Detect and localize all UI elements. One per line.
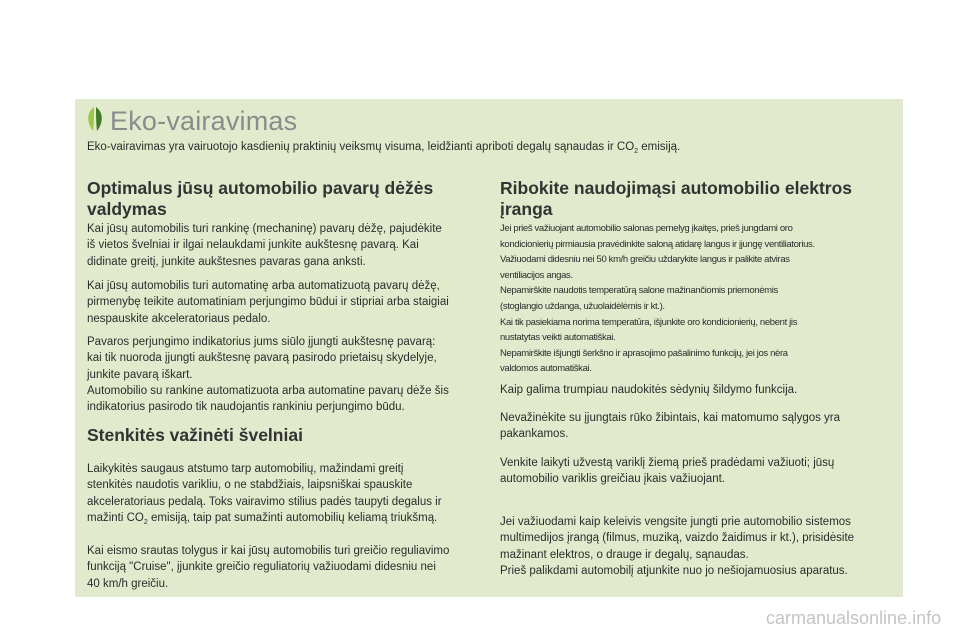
paragraph-shift-indicator: Pavaros perjungimo indikatorius jums siūlo įjungti aukštesnę pavarą: kai tik nuoroda įjungti aukštesnę pavarą pasirodo prietaisų skydelyje, junkite pavarą iškart. Automobilio su rankine automatizuota arba automatine pavarų dėže šis indikatorius pasirodo tik naudojantis rankiniu perjungimo būdu. [87,336,449,414]
heading-electrical-equipment: Ribokite naudojimąsi automobilio elektros įranga [500,178,852,219]
page-title: Eko-vairavimas [110,106,298,136]
watermark-text: carmanualsonline.info [766,608,942,628]
heading-smooth-driving: Stenkitės važinėti švelniai [87,425,303,445]
leaf-icon [84,106,106,132]
heading-gearbox: Optimalus jūsų automobilio pavarų dėžės valdymas [87,178,434,219]
paragraph-cruise-control: Kai eismo srautas tolygus ir kai jūsų automobilis turi greičio reguliavimo funkciją "Cruise", įjunkite greičio reguliatorių važiuodami didesniu nei 40 km/h greičiu. [87,545,450,590]
paragraph-air-conditioning: Jei prieš važiuojant automobilio salonas pernelyg įkaitęs, prieš jungdami oro kondicionierių pirmiausia pravėdinkite saloną atidarę langus ir įjungę ventiliatorius. Važiuodami didesniu nei 50 km/h greičiu uždarykite langus ir palikite atviras ventiliacijos angas. Nepamirškite naudotis temperatūrą salone mažinančiomis priemonėmis (stoglangio uždanga, užuolaidėlėmis ir kt.). Kai tik pasiekiama norima temperatūra, išjunkite oro kondicionierių, nebent jis nustatytas veikti automatiškai. Nepamirškite išjungti šerkšno ir aprasojimo pašalinimo funkcijų, jei jos nėra valdomos automatiškai. [500,223,815,375]
paragraph-fog-lights: Nevažinėkite su įjungtais rūko žibintais, kai matomumo sąlygos yra pakankamos. [500,412,841,441]
paragraph-multimedia: Jei važiuodami kaip keleivis vengsite jungti prie automobilio sistemos multimedijos įrangą (filmus, muziką, vaizdo žaidimus ir kt.), prisidėsite mažinant elektros, o drauge ir degalų, sąnaudas. Prieš palikdami automobilį atjunkite nuo jo nešiojamuosius aparatus. [500,516,855,577]
paragraph-safe-distance: Laikykitės saugaus atstumo tarp automobilių, mažindami greitį stenkitės naudotis varikliu, o ne stabdžiais, laipsniškai spauskite akceleratoriaus pedalą. Toks vairavimo stilius padės taupyti degalus ir mažinti $CO_2$ emisiją, taip pat sumažinti automobilių keliamą triukšmą. [87,463,442,526]
paragraph-automatic-gearbox: Kai jūsų automobilis turi automatinę arba automatizuotą pavarų dėžę, pirmenybę teikite automatiniam perjungimo būdui ir stipriai arba staigiai nespauskite akceleratoriaus pedalo. [87,280,449,325]
intro-text: Eko-vairavimas yra vairuotojo kasdienių praktinių veiksmų visuma, leidžianti apriboti degalų sąnaudas ir $CO_2$ emisiją. [87,141,681,155]
paragraph-seat-heating: Kaip galima trumpiau naudokitės sėdynių šildymo funkcija. [500,384,798,396]
paragraph-engine-warmup: Venkite laikyti užvestą variklį žiemą prieš pradėdami važiuoti; jūsų automobilio variklis greičiau įkais važiuojant. [500,457,835,486]
paragraph-manual-gearbox: Kai jūsų automobilis turi rankinę (mechaninę) pavarų dėžę, pajudėkite iš vietos švelniai ir ilgai nelaukdami junkite aukštesnę pavarą. Kai didinate greitį, junkite aukštesnes pavaras gana anksti. [87,223,442,268]
